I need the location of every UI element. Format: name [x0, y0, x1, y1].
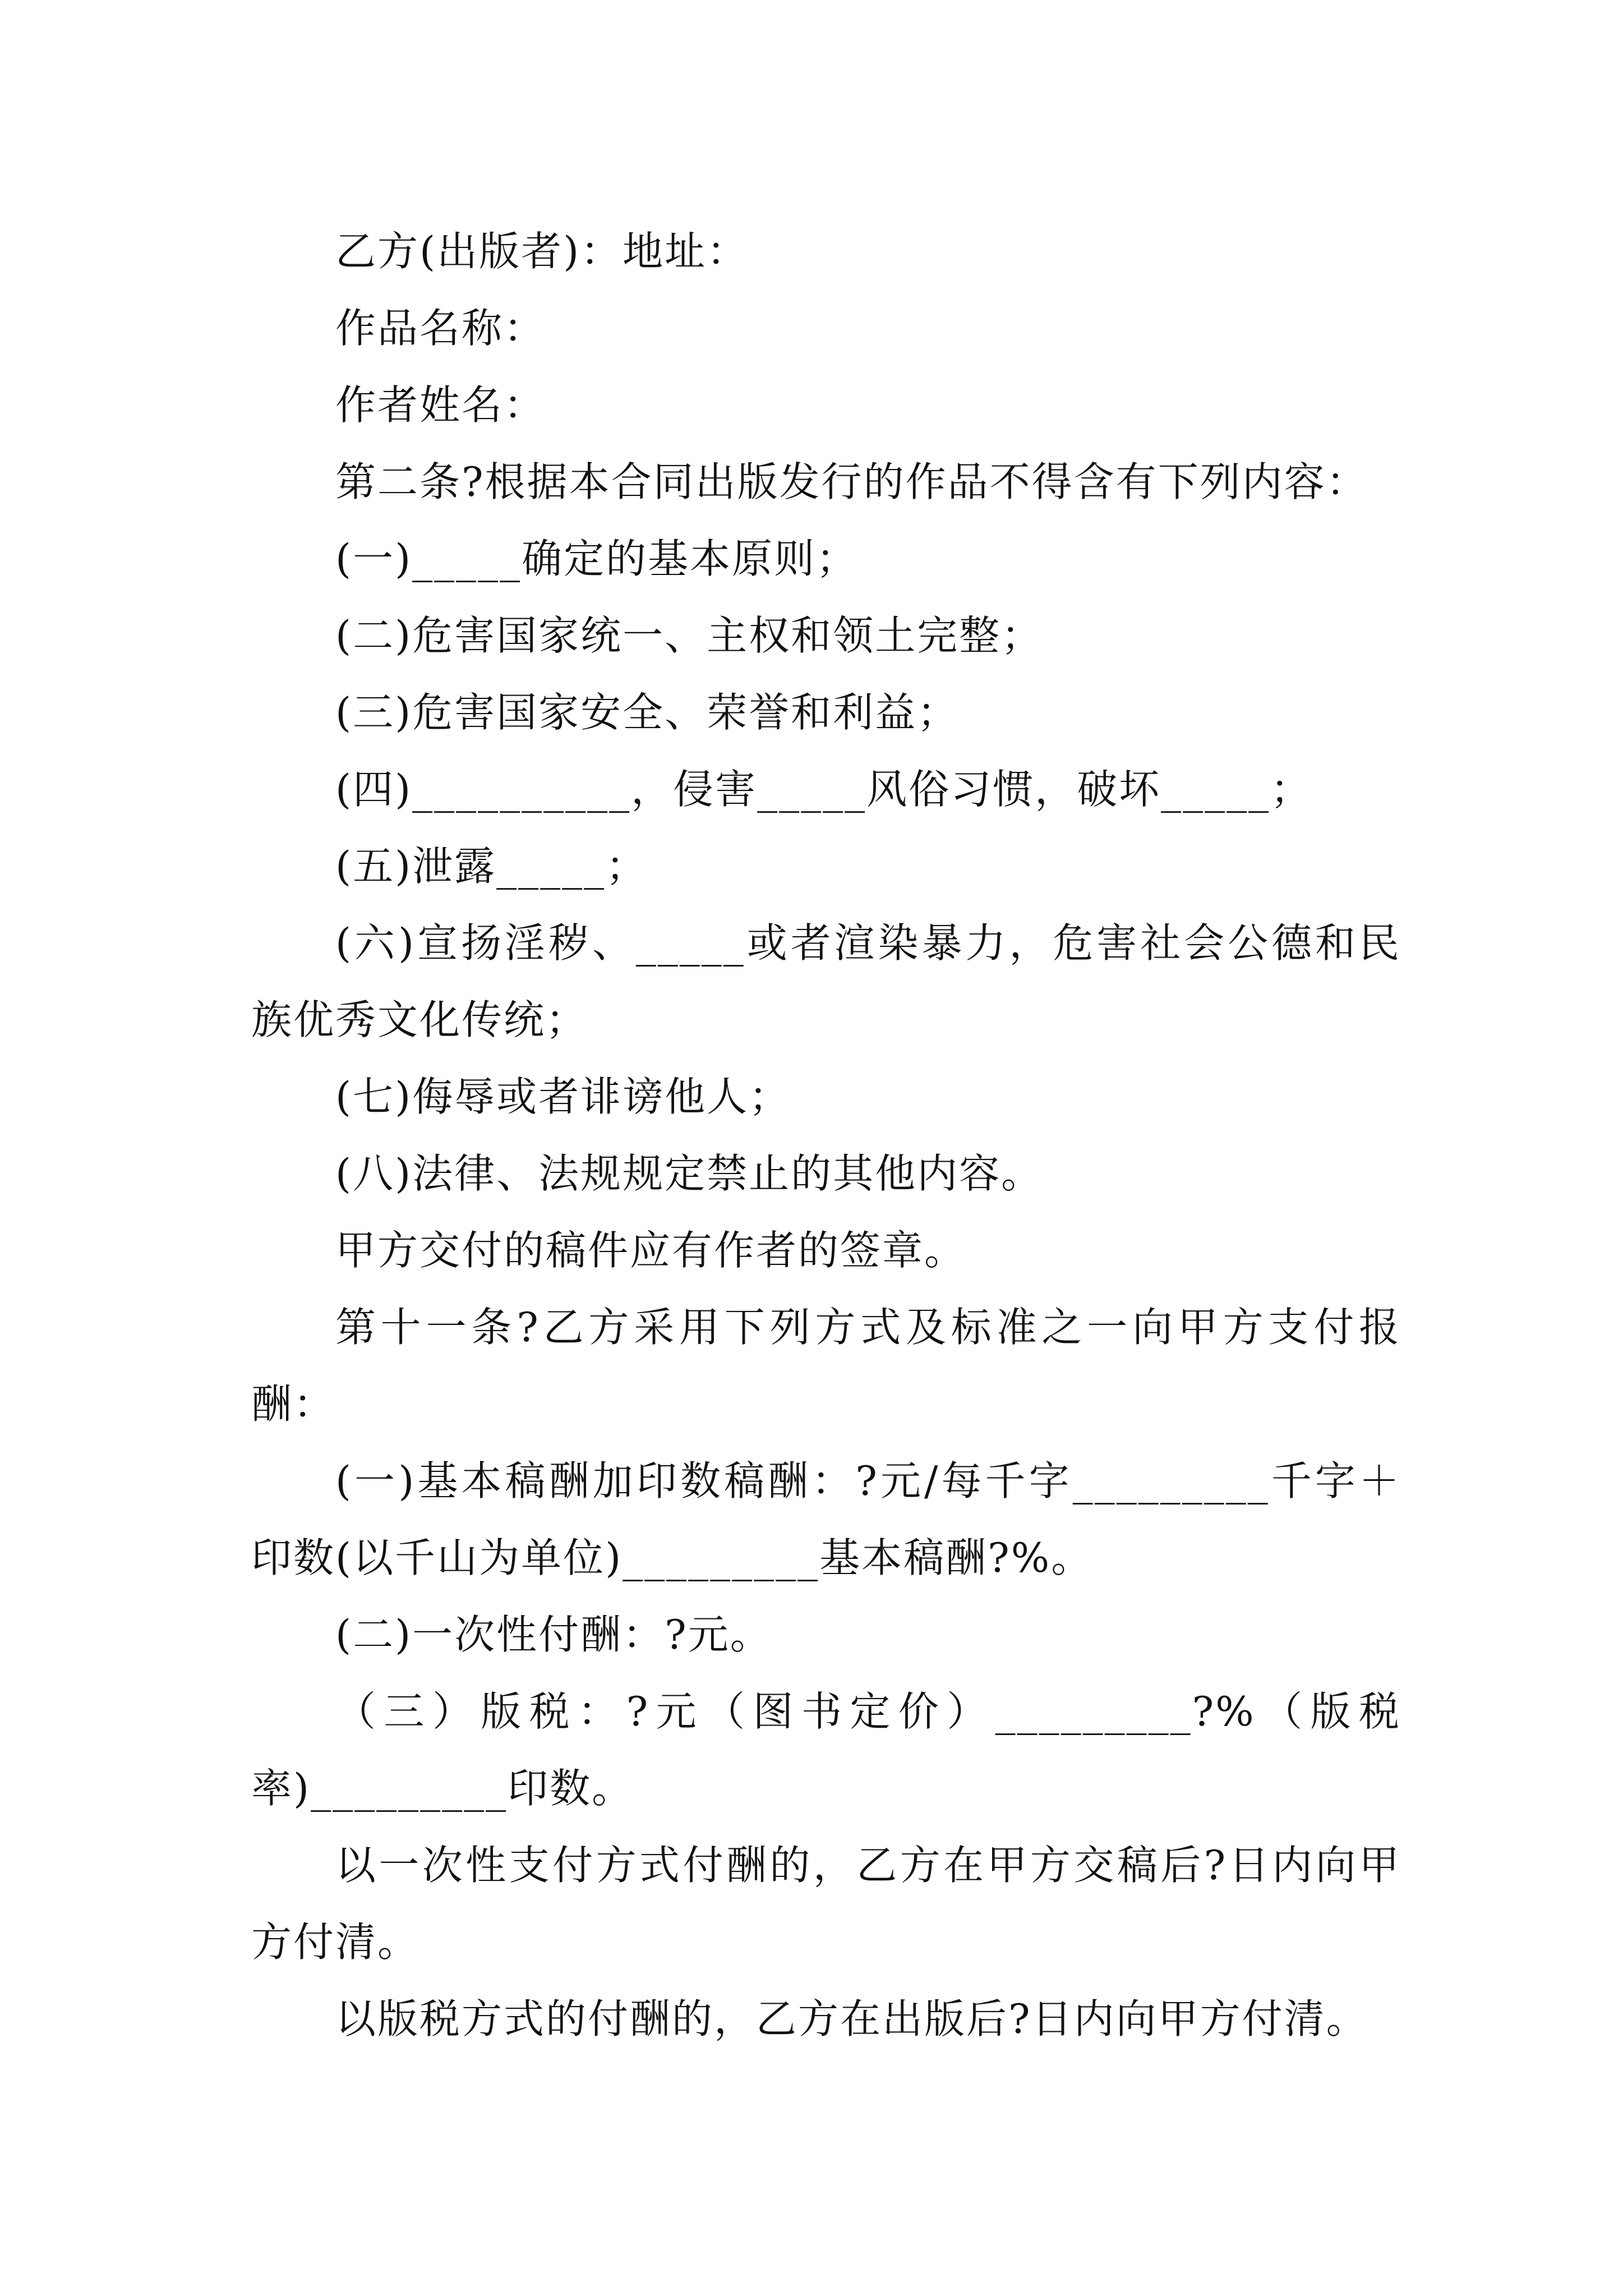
document-body — [251, 213, 1401, 2058]
work-title-line: 作品名称： — [335, 305, 546, 352]
article-11-item-3: （三）版税：?元（图书定价）_________?%（版税率)_________印数。 — [251, 1688, 1401, 1812]
article-11-item-2: (二)一次性付酬：?元。 — [335, 1611, 772, 1658]
article-2-item-8: (八)法律、法规规定禁止的其他内容。 — [335, 1150, 1044, 1197]
article-11-item-1: (一)基本稿酬加印数稿酬：?元/每千字_________千字＋印数(以千山为单位)_________基本稿酬?%。 — [251, 1457, 1401, 1581]
article-2-item-5: (五)泄露_____； — [335, 843, 648, 890]
author-name-line: 作者姓名： — [335, 381, 546, 429]
article-2-item-1: (一)_____确定的基本原则； — [335, 535, 859, 582]
article-11-heading: 第十一条?乙方采用下列方式及标准之一向甲方支付报酬： — [251, 1304, 1401, 1428]
article-2-heading: 第二条?根据本合同出版发行的作品不得含有下列内容： — [335, 458, 1368, 505]
manuscript-signature-note: 甲方交付的稿件应有作者的签章。 — [335, 1227, 967, 1274]
party-b-publisher-address: 乙方(出版者)：地址： — [335, 228, 749, 275]
article-2-item-2: (二)危害国家统一、主权和领土完整； — [335, 612, 1044, 659]
royalty-payment-term: 以版税方式的付酬的，乙方在出版后?日内向甲方付清。 — [335, 1995, 1368, 2042]
lump-sum-payment-term: 以一次性支付方式付酬的，乙方在甲方交稿后?日内向甲方付清。 — [251, 1842, 1401, 1966]
article-2-item-6: (六)宣扬淫秽、_____或者渲染暴力，危害社会公德和民族优秀文化传统； — [251, 919, 1401, 1043]
article-2-item-4: (四)__________，侵害_____风俗习惯，破坏_____； — [335, 766, 1313, 813]
article-2-item-3: (三)危害国家安全、荣誉和利益； — [335, 689, 960, 736]
article-2-item-7: (七)侮辱或者诽谤他人； — [335, 1073, 791, 1120]
